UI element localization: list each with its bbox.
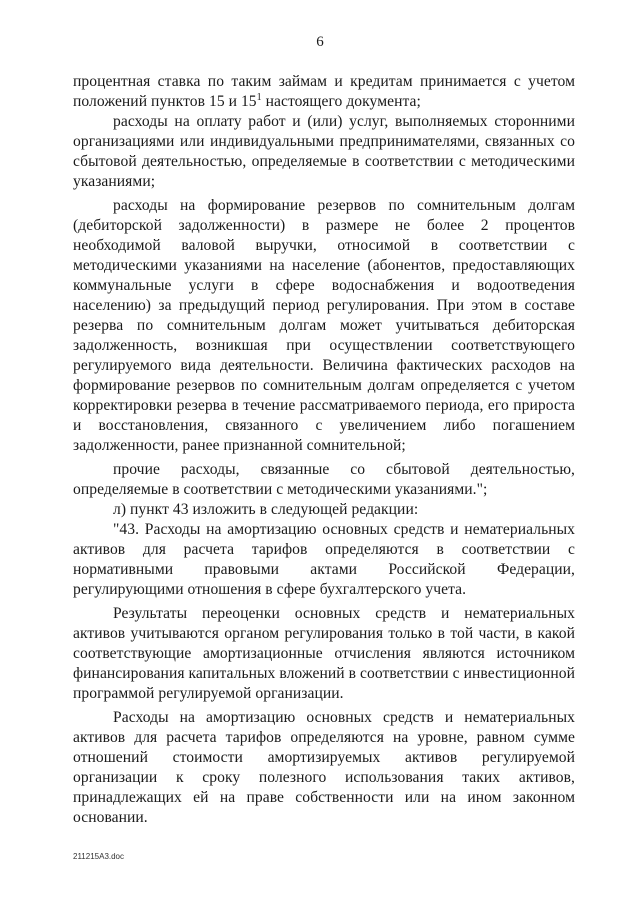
page-number: 6 [316, 34, 324, 50]
paragraph-text: настоящего документа; [261, 93, 421, 110]
paragraph-point-43: "43. Расходы на амортизацию основных средств и нематериальных активов для расчета тарифов определяются в соответствии с нормативными правовыми актами Российской Федерации, регулирующими отношения в сфере бухгалтерского учета. [73, 521, 575, 598]
paragraph-third-party-services: расходы на оплату работ и (или) услуг, выполняемых сторонними организациями или индивидуальными предпринимателями, связанных со сбытовой деятельностью, определяемые в соответствии с методическими указаниями; [73, 113, 575, 190]
paragraph-amendment-item: л) пункт 43 изложить в следующей редакции: [113, 501, 419, 518]
paragraph-text: процентная ставка по таким займам и кредитам принимается с учетом положений пунктов 15 и 15 [73, 73, 575, 110]
paragraph-interest-rate [73, 72, 575, 112]
document-body [73, 72, 575, 828]
paragraph-revaluation: Результаты переоценки основных средств и нематериальных активов учитываются органом регулирования только в той части, в какой соответствующие амортизационные отчисления являются источником финансирования капитальных вложений в соответствии с инвестиционной программой регулируемой организации. [73, 605, 575, 702]
document-file-code: 211215A3.doc [73, 852, 125, 861]
paragraph-doubtful-debts-reserve: расходы на формирование резервов по сомнительным долгам (дебиторской задолженности) в размере не более 2 процентов необходимой валовой выручки, относимой в соответствии с методическими указаниями на население (абонентов, предоставляющих коммунальные услуги в сфере водоснабжения и водоотведения населению) за предыдущий период регулирования. При этом в составе резерва по сомнительным долгам может учитываться дебиторская задолженность, возникшая при осуществлении соответствующего регулируемого вида деятельности. Величина фактических расходов на формирование резервов по сомнительным долгам определяется с учетом корректировки резерва в течение рассматриваемого периода, его прироста и восстановления, связанного с увеличением либо погашением задолженности, ранее признанной сомнительной; [73, 197, 575, 454]
paragraph-other-expenses: прочие расходы, связанные со сбытовой деятельностью, определяемые в соответствии с методическими указаниями."; [73, 461, 575, 498]
paragraph-amortization-level: Расходы на амортизацию основных средств и нематериальных активов для расчета тарифов определяются на уровне, равном сумме отношений стоимости амортизируемых активов регулируемой организации к сроку полезного использования таких активов, принадлежащих ей на праве собственности или на ином законном основании. [73, 709, 575, 826]
superscript: 1 [256, 92, 262, 103]
